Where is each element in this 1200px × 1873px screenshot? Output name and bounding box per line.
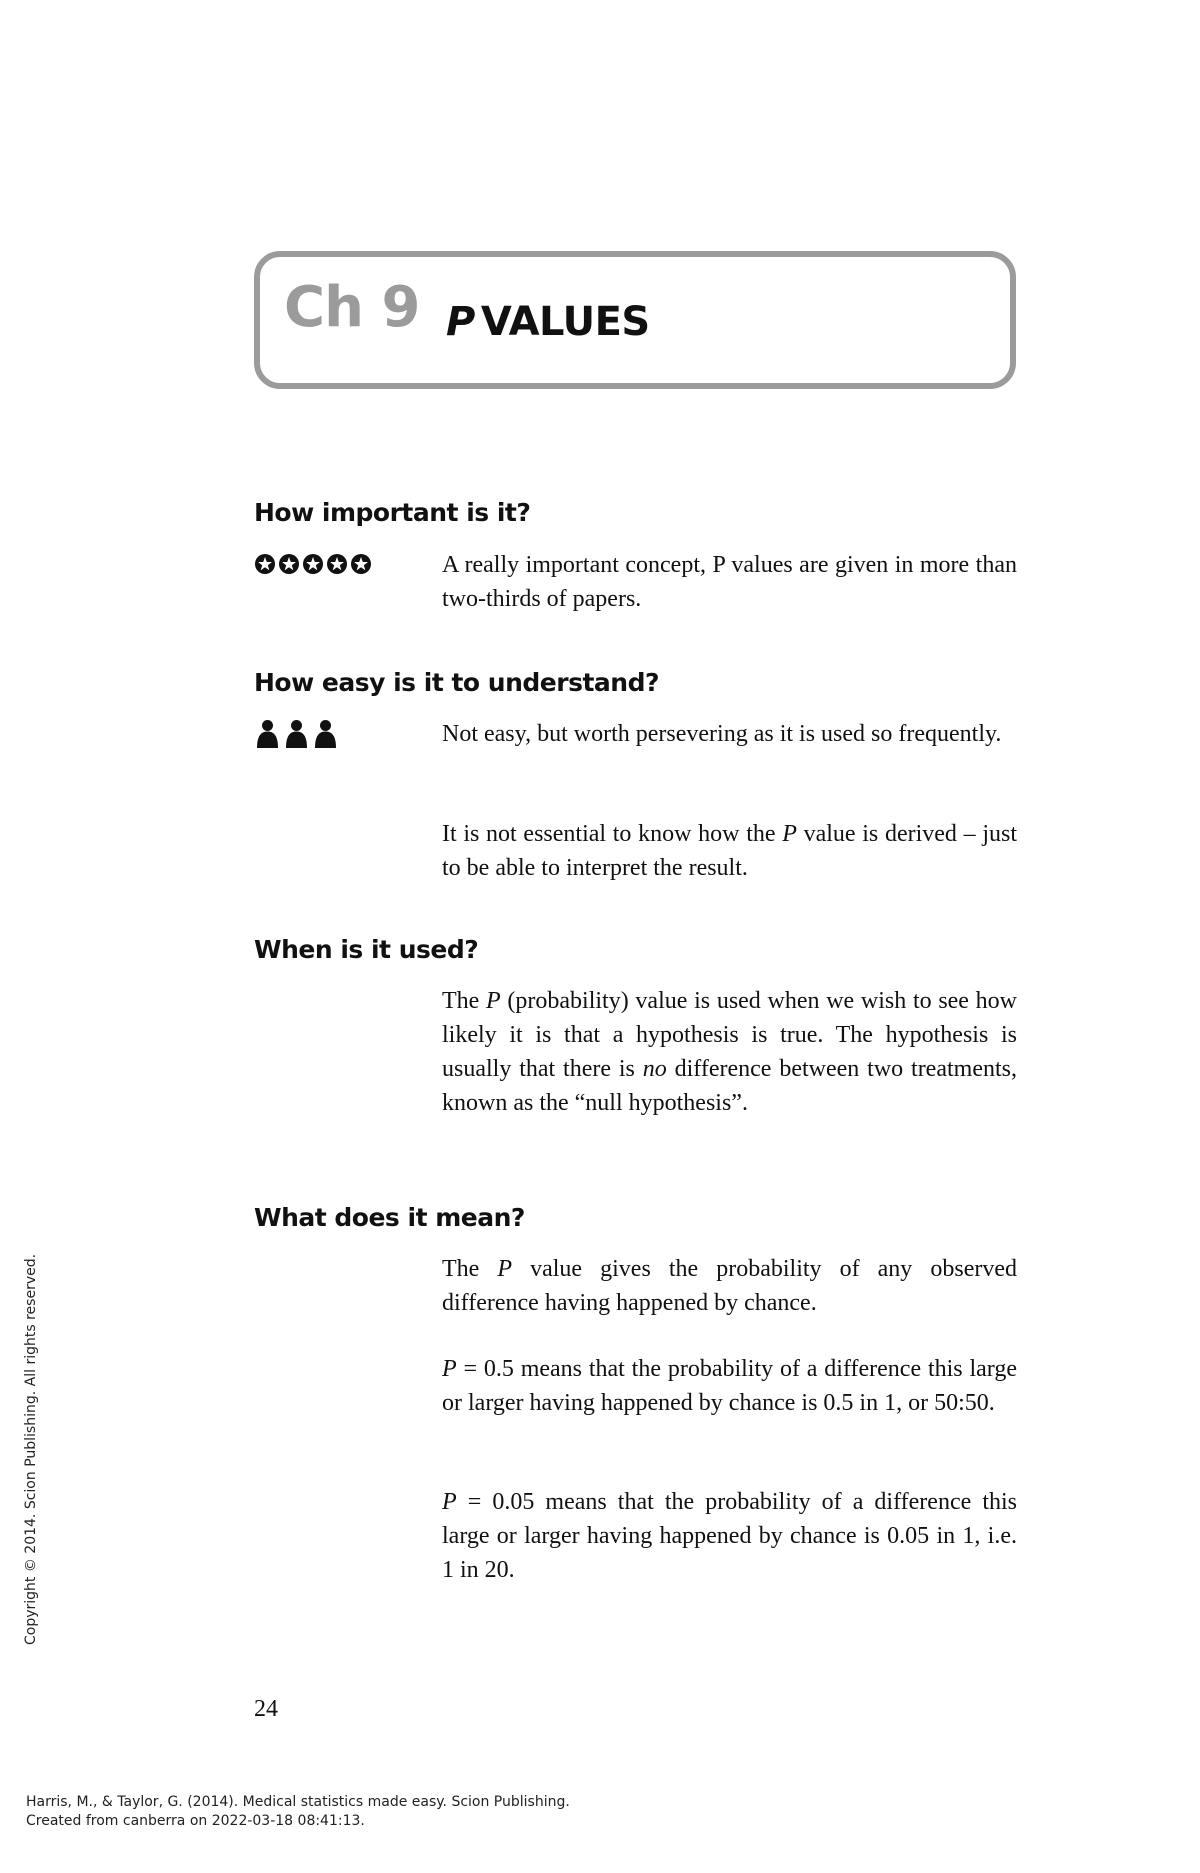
person-icon [254, 719, 281, 749]
italic-p: P [486, 988, 501, 1014]
footer-citation [26, 1793, 570, 1831]
chapter-title [446, 299, 650, 345]
ease-paragraph-2 [442, 817, 1017, 885]
importance-rating [254, 553, 372, 575]
importance-paragraph: A really important concept, P values are given in more than two-thirds of papers. [442, 552, 1017, 612]
text-run: value gives the probability of any observed difference having happened by chance. [442, 1256, 1017, 1316]
italic-p: P [442, 1489, 457, 1515]
usage-heading: When is it used? [254, 935, 479, 964]
italic-p: P [497, 1256, 513, 1282]
italic-p: P [782, 821, 797, 847]
text-run: = 0.05 means that the probability of a difference this large or larger having happened by chance is 0.05 in 1, i.e. 1 in 20. [442, 1489, 1017, 1583]
page-number: 24 [254, 1696, 278, 1722]
person-icon [312, 719, 339, 749]
star-circle-icon [278, 553, 300, 575]
citation-line-1: Harris, M., & Taylor, G. (2014). Medical statistics made easy. Scion Publishing. [26, 1794, 570, 1810]
text-run: difference between two treatments, known as the “null hypothesis”. [442, 1056, 1017, 1116]
ease-paragraph-1: Not easy, but worth persevering as it is used so frequently. [442, 721, 1002, 747]
star-circle-icon [254, 553, 276, 575]
chapter-title-italic: P [446, 299, 475, 345]
text-run: It is not essential to know how the [442, 821, 783, 847]
text-run: The [442, 988, 487, 1014]
chapter-number: Ch 9 [284, 275, 420, 340]
importance-heading: How important is it? [254, 498, 531, 527]
ease-heading: How easy is it to understand? [254, 668, 659, 697]
meaning-paragraph-1 [442, 1252, 1017, 1320]
meaning-heading: What does it mean? [254, 1203, 525, 1232]
star-circle-icon [350, 553, 372, 575]
star-circle-icon [326, 553, 348, 575]
italic-p: P [442, 1356, 457, 1382]
citation-line-2: Created from canberra on 2022-03-18 08:41:13. [26, 1813, 365, 1829]
text-run: value is derived – just to be able to interpret the result. [442, 821, 1017, 881]
chapter-header-box [254, 251, 1016, 389]
copyright-notice: Copyright © 2014. Scion Publishing. All rights reserved. [23, 1253, 39, 1645]
meaning-paragraph-2 [442, 1352, 1017, 1420]
text-run: (probability) value is used when we wish to see how likely it is that a hypothesis is true. The hypothesis is usually that there is [442, 988, 1018, 1082]
italic-no: no [642, 1056, 667, 1082]
chapter-title-rest: VALUES [480, 299, 650, 345]
meaning-paragraph-3 [442, 1485, 1017, 1587]
ease-rating [254, 719, 339, 749]
text-run: = 0.5 means that the probability of a difference this large or larger having happened by chance is 0.5 in 1, or 50:50. [442, 1356, 1017, 1416]
star-circle-icon [302, 553, 324, 575]
person-icon [283, 719, 310, 749]
usage-paragraph [442, 984, 1017, 1120]
text-run: The [442, 1256, 498, 1282]
